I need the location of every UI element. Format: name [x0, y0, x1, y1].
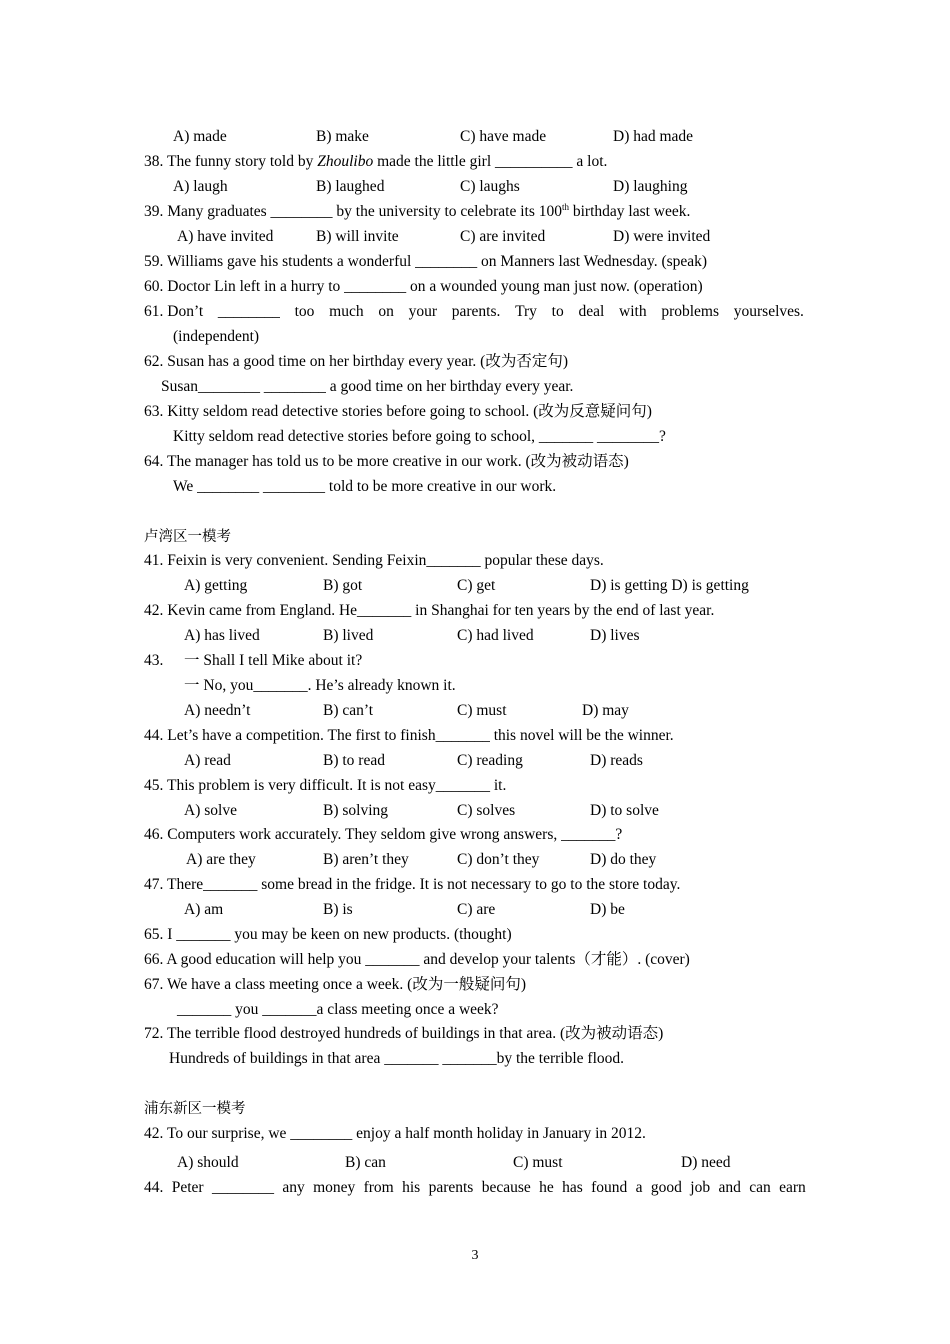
question-44: 44. Let’s have a competition. The first to finish_______ this novel will be the winner.: [144, 727, 674, 744]
question-46: 46. Computers work accurately. They seldom give wrong answers, _______?: [144, 826, 623, 843]
q45-option-a: A) solve: [184, 802, 237, 819]
question-64-answer-line: We ________ ________ told to be more creative in our work.: [173, 478, 557, 495]
question-61-word: to: [551, 303, 564, 320]
q39-option-d: D) were invited: [613, 228, 711, 245]
q45-option-d: D) to solve: [590, 802, 659, 819]
q44-option-a: A) read: [184, 752, 231, 769]
q47-option-d: D) be: [590, 901, 625, 918]
question-62: 62. Susan has a good time on her birthday every year. (改为否定句): [144, 353, 569, 370]
q38-option-b: B) laughed: [316, 178, 385, 195]
q45-option-b: B) solving: [323, 802, 389, 819]
pudong-question-44-word: a: [635, 1179, 643, 1196]
question-61-word: much: [329, 303, 364, 320]
pudong-question-44: [144, 1178, 806, 1198]
pudong-question-44-word: job: [690, 1179, 711, 1196]
question-61-word: problems: [661, 303, 720, 320]
question-61-continuation: (independent): [173, 328, 260, 345]
q41-option-c: C) get: [457, 577, 496, 594]
q42-option-d: D) lives: [590, 627, 640, 644]
q38-option-c: C) laughs: [460, 178, 520, 195]
q46-option-b: B) aren’t they: [323, 851, 409, 868]
q41-option-a: A) getting: [184, 577, 248, 594]
question-67: 67. We have a class meeting once a week. (改为一般疑问句): [144, 976, 526, 993]
q37-option-a: A) made: [173, 128, 227, 145]
pudong-q42-option-d: D) need: [681, 1154, 731, 1171]
question-61-word: yourselves.: [733, 303, 804, 320]
pudong-question-44-word: and: [718, 1179, 741, 1196]
q39-option-a: A) have invited: [177, 228, 274, 245]
q44-option-d: D) reads: [590, 752, 643, 769]
q41-option-d: D) is getting D) is getting: [590, 577, 749, 594]
question-41: 41. Feixin is very convenient. Sending Feixin_______ popular these days.: [144, 552, 604, 569]
pudong-question-44-word: money: [313, 1179, 356, 1196]
question-47: 47. There_______ some bread in the fridge. It is not necessary to go to the store today.: [144, 876, 681, 893]
section-title-luwan: 卢湾区一模考: [144, 529, 231, 545]
question-61-word: with: [619, 303, 647, 320]
q41-option-b: B) got: [323, 577, 363, 594]
q47-option-c: C) are: [457, 901, 496, 918]
pudong-question-44-word: Peter: [171, 1179, 204, 1196]
question-61-word: parents.: [451, 303, 501, 320]
question-72: 72. The terrible flood destroyed hundreds of buildings in that area. (改为被动语态): [144, 1025, 664, 1042]
q46-option-c: C) don’t they: [457, 851, 540, 868]
q43-option-a: A) needn’t: [184, 702, 251, 719]
q37-option-b: B) make: [316, 128, 369, 145]
question-45: 45. This problem is very difficult. It is not easy_______ it.: [144, 777, 507, 794]
q47-option-a: A) am: [184, 901, 224, 918]
question-63-answer-line: Kitty seldom read detective stories before going to school, _______ ________?: [173, 428, 666, 445]
question-67-answer-line: _______ you _______a class meeting once a week?: [177, 1001, 499, 1018]
pudong-question-42: 42. To our surprise, we ________ enjoy a half month holiday in January in 2012.: [144, 1125, 646, 1142]
question-43-line-2: 一 No, you_______. He’s already known it.: [184, 677, 456, 694]
question-61-word: too: [294, 303, 315, 320]
question-59: 59. Williams gave his students a wonderful ________ on Manners last Wednesday. (speak): [144, 253, 708, 270]
question-61-word: 61. Don’t: [144, 303, 204, 320]
pudong-question-44-word: parents: [428, 1179, 474, 1196]
pudong-question-44-word: he: [539, 1179, 554, 1196]
pudong-question-44-word: ________: [211, 1179, 274, 1196]
pudong-question-44-word: 44.: [144, 1179, 164, 1196]
q43-option-d: D) may: [582, 702, 629, 719]
q38-option-a: A) laugh: [173, 178, 228, 195]
pudong-question-44-word: any: [282, 1179, 305, 1196]
question-60: 60. Doctor Lin left in a hurry to ________ on a wounded young man just now. (operation): [144, 278, 703, 295]
q37-option-d: D) had made: [613, 128, 694, 145]
question-62-answer-line: Susan________ ________ a good time on her birthday every year.: [161, 378, 574, 395]
question-61-word: deal: [578, 303, 605, 320]
q39-option-c: C) are invited: [460, 228, 546, 245]
q46-option-a: A) are they: [186, 851, 256, 868]
q43-option-b: B) can’t: [323, 702, 374, 719]
pudong-question-44-word: can: [749, 1179, 771, 1196]
section-title-pudong: 浦东新区一模考: [144, 1101, 246, 1117]
question-61-word: on: [378, 303, 394, 320]
pudong-question-44-word: his: [402, 1179, 421, 1196]
question-63: 63. Kitty seldom read detective stories before going to school. (改为反意疑问句): [144, 403, 652, 420]
q44-option-b: B) to read: [323, 752, 385, 769]
pudong-question-44-word: because: [481, 1179, 531, 1196]
q42-option-a: A) has lived: [184, 627, 260, 644]
question-43-line-1: 一 Shall I tell Mike about it?: [184, 652, 363, 669]
question-64: 64. The manager has told us to be more creative in our work. (改为被动语态): [144, 453, 629, 470]
pudong-q42-option-a: A) should: [177, 1154, 239, 1171]
page-number: 3: [471, 1248, 479, 1263]
question-43-number: 43.: [144, 652, 164, 669]
q44-option-c: C) reading: [457, 752, 523, 769]
q37-option-c: C) have made: [460, 128, 547, 145]
pudong-question-44-word: earn: [779, 1179, 806, 1196]
question-39: 39. Many graduates ________ by the university to celebrate its 100th birthday last week.: [144, 201, 691, 220]
question-61-word: ________: [217, 303, 280, 320]
pudong-question-44-word: found: [591, 1179, 628, 1196]
question-61-word: your: [408, 303, 437, 320]
pudong-question-44-word: from: [363, 1179, 394, 1196]
pudong-q42-option-c: C) must: [513, 1154, 563, 1171]
q42-option-b: B) lived: [323, 627, 374, 644]
question-61: [144, 302, 804, 322]
pudong-q42-option-b: B) can: [345, 1154, 386, 1171]
q46-option-d: D) do they: [590, 851, 657, 868]
question-61-word: Try: [515, 303, 537, 320]
q42-option-c: C) had lived: [457, 627, 534, 644]
pudong-question-44-word: has: [562, 1179, 583, 1196]
question-65: 65. I _______ you may be keen on new products. (thought): [144, 926, 512, 943]
pudong-question-44-word: good: [650, 1179, 682, 1196]
question-38: 38. The funny story told by Zhoulibo made the little girl __________ a lot.: [144, 153, 608, 170]
q39-option-b: B) will invite: [316, 228, 399, 245]
question-42: 42. Kevin came from England. He_______ in Shanghai for ten years by the end of last year.: [144, 602, 715, 619]
q38-option-d: D) laughing: [613, 178, 688, 195]
question-66: 66. A good education will help you _______ and develop your talents（才能）. (cover): [144, 951, 690, 968]
q45-option-c: C) solves: [457, 802, 516, 819]
question-72-answer-line: Hundreds of buildings in that area _______ _______by the terrible flood.: [169, 1050, 625, 1067]
q43-option-c: C) must: [457, 702, 507, 719]
q47-option-b: B) is: [323, 901, 353, 918]
